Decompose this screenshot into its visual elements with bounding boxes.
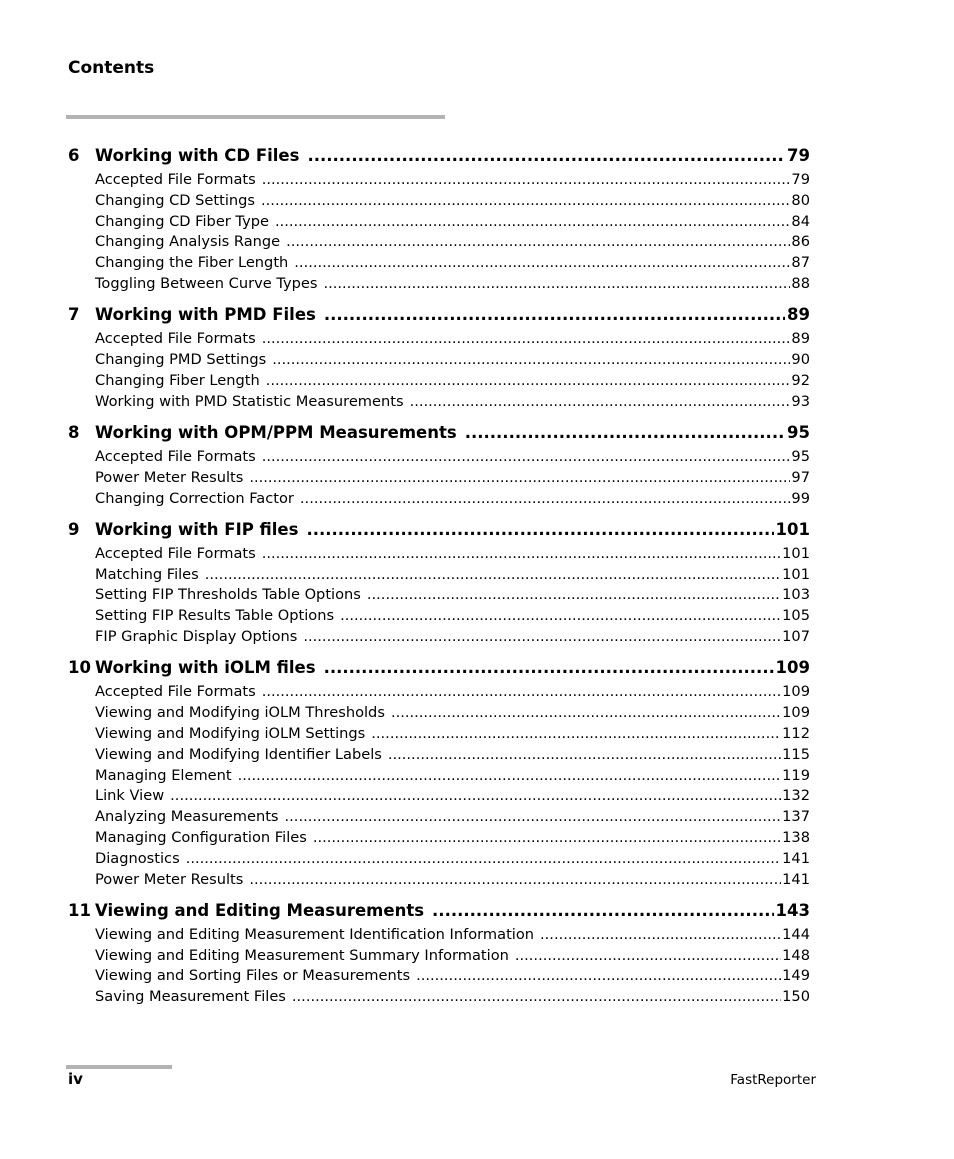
toc-entry-link[interactable] <box>68 171 810 192</box>
toc-entry-link[interactable] <box>68 351 810 372</box>
entry-title: Changing Analysis Range <box>95 233 281 251</box>
entry-page-number: 99 <box>791 489 810 507</box>
dot-leader <box>262 545 781 562</box>
toc-entry-link[interactable] <box>68 787 810 808</box>
entry-title: Accepted File Formats <box>95 447 256 465</box>
toc-entry-link[interactable] <box>68 628 810 649</box>
entry-page-number: 141 <box>782 870 810 888</box>
header-divider <box>66 115 445 119</box>
toc-chapter <box>68 423 810 520</box>
dot-leader <box>249 871 781 888</box>
toc-entry-link[interactable] <box>68 469 810 490</box>
dot-leader <box>249 469 790 486</box>
toc-chapter <box>68 146 810 305</box>
entry-title: Accepted File Formats <box>95 544 256 562</box>
dot-leader <box>540 926 781 943</box>
dot-leader <box>300 490 791 507</box>
toc-entry-link[interactable] <box>68 871 810 892</box>
toc-entry-link[interactable] <box>68 988 810 1009</box>
toc-entry-link[interactable] <box>68 725 810 746</box>
entry-page-number: 93 <box>791 392 810 410</box>
dot-leader <box>313 829 781 846</box>
chapter-title: Working with OPM/PPM Measurements <box>95 422 457 442</box>
entry-title: Toggling Between Curve Types <box>95 274 318 292</box>
entry-page-number: 79 <box>791 171 810 188</box>
entry-title: Viewing and Editing Measurement Summary Information <box>95 946 509 964</box>
table-of-contents <box>68 146 810 1009</box>
dot-leader <box>416 967 781 984</box>
chapter-title: Working with iOLM files <box>95 658 316 678</box>
entry-title: Setting FIP Results Table Options <box>95 607 335 625</box>
toc-entry-link[interactable] <box>68 192 810 213</box>
dot-leader <box>465 423 785 442</box>
entry-title: Managing Element <box>95 766 232 784</box>
dot-leader <box>324 305 785 324</box>
entry-title: Viewing and Editing Measurement Identification Information <box>95 925 535 943</box>
dot-leader <box>410 393 791 410</box>
product-name: FastReporter <box>730 1072 816 1088</box>
entry-page-number: 149 <box>782 967 810 985</box>
entry-page-number: 87 <box>791 254 810 272</box>
dot-leader <box>262 448 791 465</box>
toc-entry-link[interactable] <box>68 926 810 947</box>
entry-title: Link View <box>95 787 165 805</box>
entry-page-number: 107 <box>782 628 810 646</box>
entry-page-number: 103 <box>782 586 810 604</box>
dot-leader <box>261 192 790 209</box>
entry-title: Power Meter Results <box>95 468 244 486</box>
dot-leader <box>205 566 781 583</box>
page-title: Contents <box>68 58 155 78</box>
toc-chapter <box>68 305 810 423</box>
dot-leader <box>266 372 791 389</box>
entry-title: Power Meter Results <box>95 870 244 888</box>
chapter-heading-link[interactable] <box>68 658 810 683</box>
entry-page-number: 148 <box>782 946 810 964</box>
dot-leader <box>262 683 781 700</box>
entry-page-number: 112 <box>782 724 810 742</box>
dot-leader <box>391 704 781 721</box>
entry-page-number: 138 <box>782 828 810 846</box>
entry-title: Viewing and Modifying Identifier Labels <box>95 745 382 763</box>
chapter-heading-link[interactable] <box>68 901 810 926</box>
entry-page-number: 86 <box>791 233 810 251</box>
entry-title: Changing CD Settings <box>95 191 256 209</box>
dot-leader <box>306 520 773 539</box>
dot-leader <box>367 586 781 603</box>
chapter-number: 8 <box>68 422 80 442</box>
entry-page-number: 141 <box>782 849 810 867</box>
entry-title: Analyzing Measurements <box>95 808 279 826</box>
entry-title: Accepted File Formats <box>95 683 256 701</box>
chapter-page-number: 109 <box>775 658 810 678</box>
entry-page-number: 92 <box>791 371 810 389</box>
entry-page-number: 137 <box>782 808 810 826</box>
toc-entry-link[interactable] <box>68 393 810 414</box>
chapter-title: Working with CD Files <box>95 146 300 165</box>
entry-page-number: 132 <box>782 787 810 805</box>
toc-entry-link[interactable] <box>68 683 810 704</box>
entry-page-number: 80 <box>791 191 810 209</box>
toc-entry-link[interactable] <box>68 275 810 296</box>
entry-page-number: 95 <box>791 447 810 465</box>
toc-entry-link[interactable] <box>68 607 810 628</box>
dot-leader <box>292 988 781 1005</box>
entry-title: Diagnostics <box>95 849 180 867</box>
dot-leader <box>303 628 781 645</box>
dot-leader <box>262 330 791 347</box>
entry-title: Viewing and Sorting Files or Measurements <box>95 967 411 985</box>
entry-page-number: 150 <box>782 988 810 1006</box>
toc-entry-link[interactable] <box>68 947 810 968</box>
entry-title: Viewing and Modifying iOLM Thresholds <box>95 704 385 722</box>
entry-page-number: 101 <box>782 565 810 583</box>
chapter-page-number: 101 <box>775 519 810 539</box>
dot-leader <box>186 850 781 867</box>
toc-entry-link[interactable] <box>68 448 810 469</box>
dot-leader <box>238 767 782 784</box>
entry-title: Changing the Fiber Length <box>95 254 289 272</box>
chapter-number: 6 <box>68 146 80 165</box>
entry-page-number: 109 <box>782 704 810 722</box>
chapter-heading-link[interactable] <box>68 146 810 171</box>
toc-entry-link[interactable] <box>68 490 810 511</box>
toc-entry-link[interactable] <box>68 213 810 234</box>
entry-page-number: 119 <box>782 766 810 784</box>
toc-entry-link[interactable] <box>68 808 810 829</box>
toc-entry-link[interactable] <box>68 566 810 587</box>
dot-leader <box>324 658 774 677</box>
toc-entry-link[interactable] <box>68 850 810 871</box>
chapter-number: 11 <box>68 900 91 920</box>
toc-chapter <box>68 901 810 1009</box>
toc-entry-link[interactable] <box>68 767 810 788</box>
entry-page-number: 90 <box>791 351 810 369</box>
toc-entry-link[interactable] <box>68 586 810 607</box>
page-number: iv <box>68 1070 83 1088</box>
entry-title: Viewing and Modifying iOLM Settings <box>95 724 366 742</box>
entry-title: Matching Files <box>95 565 199 583</box>
entry-title: Accepted File Formats <box>95 171 256 188</box>
dot-leader <box>170 787 781 804</box>
chapter-number: 9 <box>68 519 80 539</box>
dot-leader <box>307 146 785 165</box>
chapter-heading-link[interactable] <box>68 423 810 448</box>
dot-leader <box>262 171 791 188</box>
toc-entry-link[interactable] <box>68 829 810 850</box>
chapter-number: 7 <box>68 305 80 325</box>
dot-leader <box>272 351 790 368</box>
entry-title: Managing Configuration Files <box>95 828 307 846</box>
entry-title: Accepted File Formats <box>95 330 256 348</box>
dot-leader <box>432 901 774 920</box>
entry-page-number: 89 <box>791 330 810 348</box>
toc-entry-link[interactable] <box>68 746 810 767</box>
dot-leader <box>340 607 781 624</box>
toc-entry-link[interactable] <box>68 545 810 566</box>
toc-entry-link[interactable] <box>68 233 810 254</box>
entry-title: Changing CD Fiber Type <box>95 212 269 230</box>
entry-title: Changing Fiber Length <box>95 371 260 389</box>
entry-page-number: 84 <box>791 212 810 230</box>
dot-leader <box>275 213 790 230</box>
toc-entry-link[interactable] <box>68 704 810 725</box>
dot-leader <box>371 725 781 742</box>
entry-page-number: 105 <box>782 607 810 625</box>
toc-entry-link[interactable] <box>68 254 810 275</box>
dot-leader <box>388 746 781 763</box>
toc-chapter <box>68 658 810 900</box>
chapter-page-number: 79 <box>787 146 810 165</box>
entry-page-number: 97 <box>791 468 810 486</box>
toc-entry-link[interactable] <box>68 330 810 351</box>
entry-page-number: 88 <box>791 274 810 292</box>
entry-page-number: 115 <box>782 745 810 763</box>
chapter-page-number: 95 <box>787 422 810 442</box>
entry-title: Working with PMD Statistic Measurements <box>95 392 404 410</box>
toc-chapter <box>68 520 810 658</box>
chapter-number: 10 <box>68 658 91 678</box>
footer-divider <box>66 1065 172 1069</box>
entry-title: FIP Graphic Display Options <box>95 628 298 646</box>
chapter-heading-link[interactable] <box>68 305 810 330</box>
entry-title: Setting FIP Thresholds Table Options <box>95 586 361 604</box>
entry-title: Saving Measurement Files <box>95 988 286 1006</box>
dot-leader <box>286 233 790 250</box>
entry-title: Changing PMD Settings <box>95 351 267 369</box>
toc-entry-link[interactable] <box>68 967 810 988</box>
chapter-page-number: 89 <box>787 305 810 325</box>
chapter-page-number: 143 <box>775 900 810 920</box>
chapter-heading-link[interactable] <box>68 520 810 545</box>
chapter-title: Viewing and Editing Measurements <box>95 900 425 920</box>
chapter-title: Working with FIP files <box>95 519 299 539</box>
dot-leader <box>515 947 781 964</box>
dot-leader <box>285 808 782 825</box>
entry-page-number: 101 <box>782 544 810 562</box>
entry-page-number: 109 <box>782 683 810 701</box>
entry-page-number: 144 <box>782 925 810 943</box>
toc-entry-link[interactable] <box>68 372 810 393</box>
dot-leader <box>294 254 790 271</box>
chapter-title: Working with PMD Files <box>95 305 316 325</box>
dot-leader <box>323 275 790 292</box>
entry-title: Changing Correction Factor <box>95 489 294 507</box>
